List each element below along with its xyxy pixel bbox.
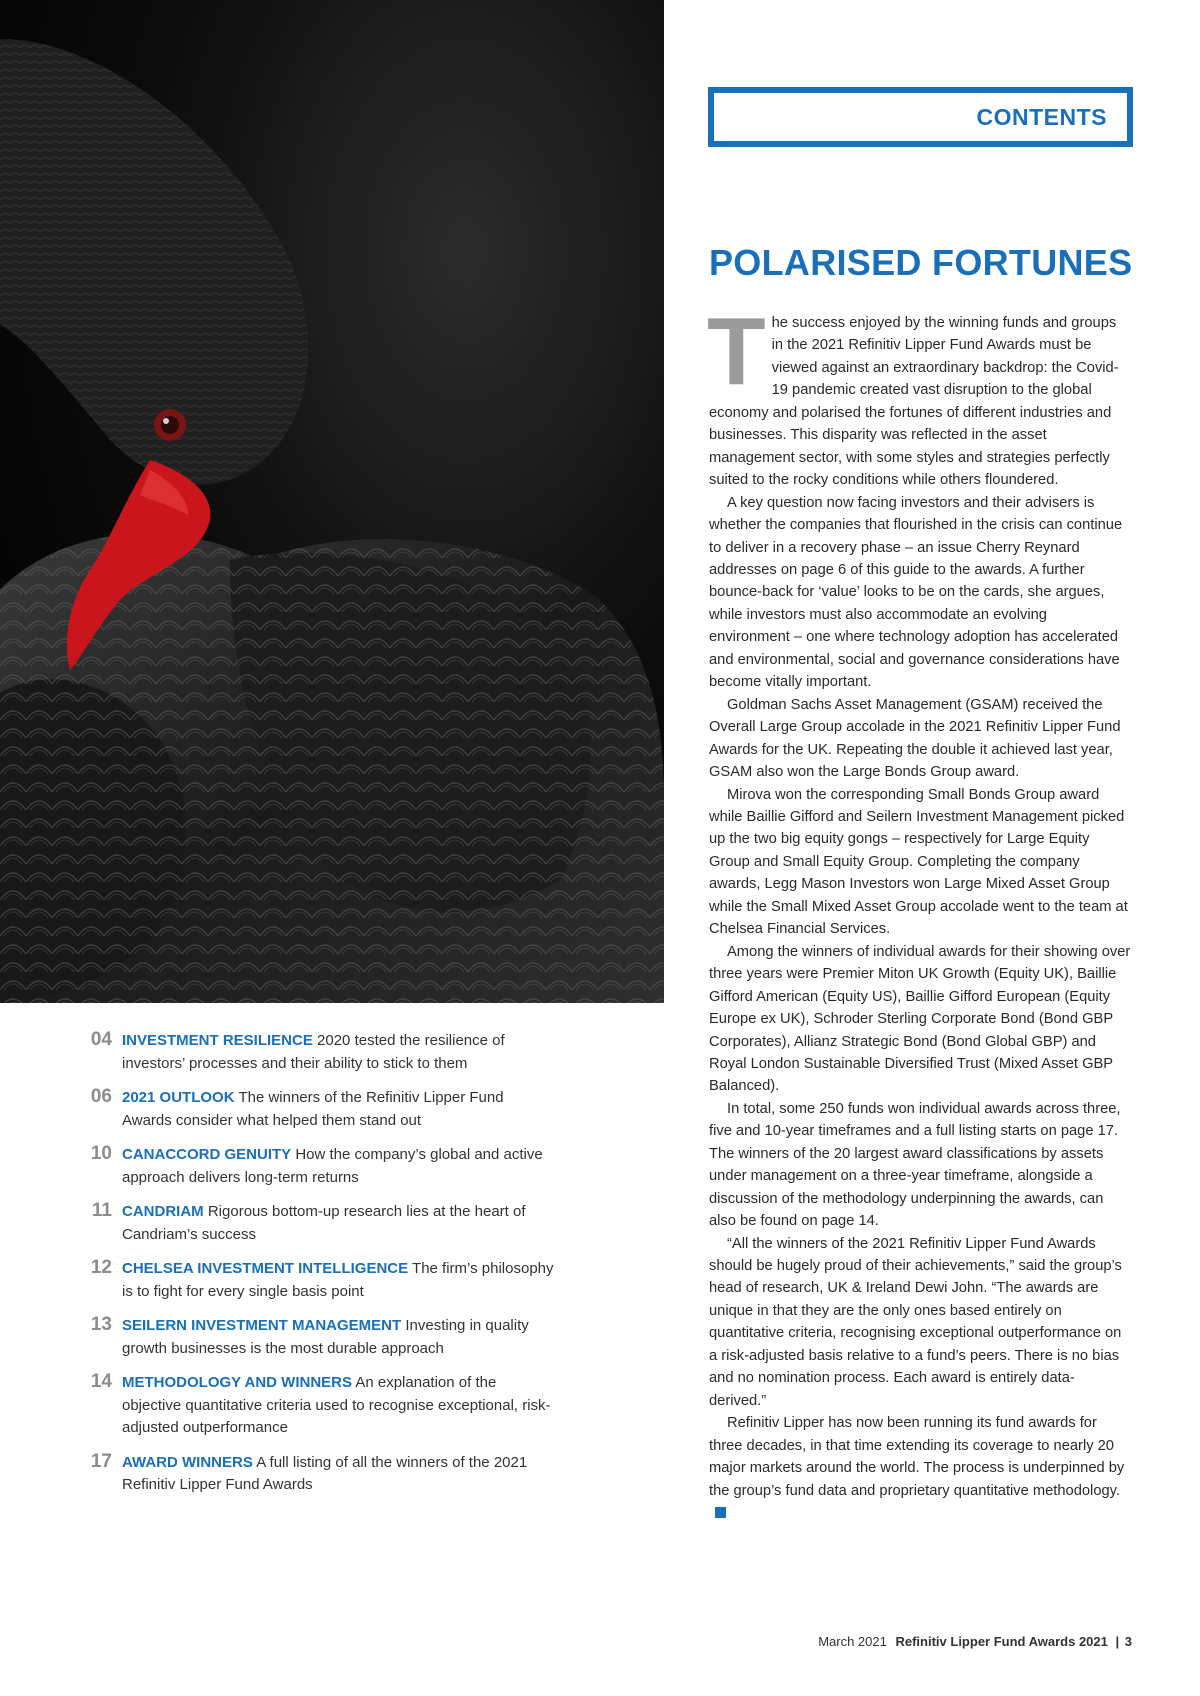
- toc-title: 2021 OUTLOOK: [122, 1089, 235, 1106]
- toc-item-2021-outlook[interactable]: [84, 1087, 554, 1132]
- toc-title: METHODOLOGY AND WINNERS: [122, 1374, 353, 1391]
- toc-page-number: 11: [91, 1200, 112, 1221]
- footer-date: March 2021: [818, 1634, 887, 1649]
- article-paragraph: Goldman Sachs Asset Management (GSAM) received the Overall Large Group accolade in the 2021 Refinitiv Lipper Fund Awards for the UK. Repeating the double it achieved last year, GSAM also won the Large Bonds Group award.: [709, 696, 1121, 781]
- toc-description: Investing in quality growth businesses is the most durable approach: [122, 1317, 529, 1357]
- toc-page-number: 17: [90, 1450, 112, 1472]
- article-paragraph: Refinitiv Lipper has now been running its fund awards for three decades, in that time extending its coverage to nearly 20 major markets around the world. The process is underpinned by the group’s fund data and proprietary quantitative methodology.: [709, 1412, 1131, 1524]
- toc-item-seilern-investment-management[interactable]: [84, 1315, 554, 1360]
- footer-separator: |: [1115, 1634, 1120, 1649]
- toc-item-chelsea-investment-intelligence[interactable]: [84, 1258, 554, 1303]
- contents-banner: [708, 87, 1133, 147]
- toc-title: AWARD WINNERS: [122, 1453, 253, 1471]
- article-headline: POLARISED FORTUNES: [709, 242, 1133, 283]
- toc-page-number: 10: [90, 1143, 112, 1164]
- black-swan-illustration: [0, 0, 664, 1003]
- page-number: 3: [1124, 1634, 1132, 1649]
- article-paragraph: Among the winners of individual awards for their showing over three years were Premier Miton UK Growth (Equity UK), Baillie Gifford American (Equity US), Baillie Gifford European (Equity Europe ex UK), Schroder Sterling Corporate Bond (Bond GBP Corporates), Allianz Strategic Bond (Bond Global GBP) and Royal London Sustainable Diversified Trust (Mixed Asset GBP Balanced).: [709, 943, 1131, 1095]
- black-swan-image: [0, 0, 664, 1003]
- toc-description: The firm’s philosophy is to fight for every single basis point: [122, 1260, 554, 1300]
- article-paragraph: The success enjoyed by the winning funds and groups in the 2021 Refinitiv Lipper Fund Awards must be viewed against an extraordinary backdrop: the Covid-19 pandemic created vast disruption to the global economy and polarised the fortunes of different industries and businesses. This disparity was reflected in the asset management sector, with some styles and strategies perfectly suited to the rocky conditions while others floundered.: [707, 298, 1119, 489]
- toc-page-number: 13: [90, 1314, 112, 1335]
- toc-item-canaccord-genuity[interactable]: [84, 1144, 554, 1189]
- toc-item-methodology-and-winners[interactable]: [84, 1372, 554, 1440]
- toc-title: INVESTMENT RESILIENCE: [122, 1032, 313, 1049]
- article-paragraph: “All the winners of the 2021 Refinitiv Lipper Fund Awards should be hugely proud of their achievements,” said the group’s head of research, UK & Ireland Dewi John. “The awards are unique in that they are the only ones based entirely on quantitative criteria, recognising exceptional outperformance on a risk-adjusted basis relative to a fund’s peers. There is no bias and no nomination process. Each award is entirely data-derived.”: [709, 1235, 1122, 1409]
- article-body: [707, 298, 1131, 1524]
- table-of-contents: [84, 1030, 554, 1509]
- toc-description: The winners of the Refinitiv Lipper Fund Awards consider what helped them stand out: [122, 1089, 504, 1129]
- toc-title: CANDRIAM: [122, 1203, 204, 1220]
- toc-item-investment-resilience[interactable]: [84, 1030, 554, 1075]
- article-paragraph: In total, some 250 funds won individual awards across three, five and 10-year timeframes and a full listing starts on page 17. The winners of the 20 largest award classifications by assets under management on a three-year timeframe, alongside a discussion of the methodology underpinning the awards, can also be found on page 14.: [709, 1100, 1121, 1230]
- toc-description: A full listing of all the winners of the 2021 Refinitiv Lipper Fund Awards: [122, 1453, 528, 1493]
- toc-item-award-winners[interactable]: [84, 1452, 554, 1497]
- toc-title: CHELSEA INVESTMENT INTELLIGENCE: [122, 1260, 409, 1277]
- end-mark-icon: [715, 1507, 726, 1518]
- toc-page-number: 04: [90, 1029, 112, 1050]
- toc-title: CANACCORD GENUITY: [122, 1146, 292, 1163]
- drop-cap: T: [707, 298, 766, 405]
- toc-page-number: 06: [90, 1086, 112, 1107]
- toc-page-number: 14: [90, 1371, 112, 1392]
- toc-page-number: 12: [90, 1257, 112, 1278]
- article-paragraph: Mirova won the corresponding Small Bonds Group award while Baillie Gifford and Seilern Investment Management picked up the two big equity gongs – respectively for Large Equity Group and Small Equity Group. Completing the company awards, Legg Mason Investors won Large Mixed Asset Group while the Small Mixed Asset Group accolade went to the team at Chelsea Financial Services.: [709, 786, 1128, 938]
- toc-description: Rigorous bottom-up research lies at the heart of Candriam’s success: [122, 1203, 526, 1243]
- contents-label: CONTENTS: [976, 103, 1107, 130]
- toc-item-candriam[interactable]: [84, 1201, 554, 1246]
- toc-description: An explanation of the objective quantitative criteria used to recognise exceptional, risk-adjusted outperformance: [122, 1374, 551, 1436]
- footer-publication: Refinitiv Lipper Fund Awards 2021: [895, 1634, 1108, 1649]
- toc-description: How the company’s global and active approach delivers long-term returns: [122, 1146, 543, 1186]
- toc-description: 2020 tested the resilience of investors’ processes and their ability to stick to them: [122, 1032, 505, 1072]
- toc-title: SEILERN INVESTMENT MANAGEMENT: [122, 1317, 402, 1334]
- article-paragraph: A key question now facing investors and their advisers is whether the companies that flourished in the crisis can continue to deliver in a recovery phase – an issue Cherry Reynard addresses on page 6 of this guide to the awards. A further bounce-back for ‘value’ looks to be on the cards, she argues, while investors must also accommodate an evolving environment – one where technology adoption has accelerated and environmental, social and governance considerations have become vitally important.: [709, 494, 1123, 691]
- page-footer: [818, 1634, 1132, 1649]
